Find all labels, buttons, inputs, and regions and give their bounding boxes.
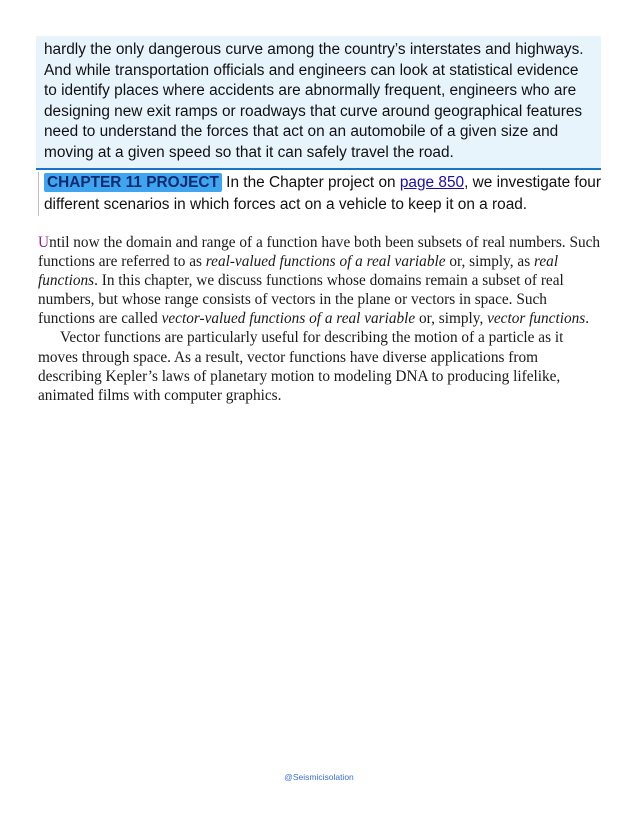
term-real-functions: real functions: [38, 253, 559, 290]
page-link[interactable]: page 850: [399, 174, 465, 191]
drop-cap: U: [38, 234, 50, 251]
paragraph-1: [38, 233, 601, 328]
paragraph-1-text: or, simply,: [415, 310, 488, 328]
watermark: @Seismicisolation: [284, 772, 354, 782]
term-vector-valued: vector-valued functions of a real variable: [161, 310, 416, 328]
paragraph-1-text: or, simply, as: [445, 253, 534, 271]
paragraph-1-text: .: [585, 310, 590, 328]
project-text-before: In the Chapter project on: [221, 174, 400, 191]
chapter-project-note: [38, 172, 604, 216]
chapter-project-badge: CHAPTER 11 PROJECT: [44, 173, 222, 192]
project-text-after: , we investigate four different scenarios in which forces act on a vehicle to keep it on a road.: [44, 174, 601, 213]
paragraph-2: Vector functions are particularly useful for describing the motion of a particle as it moves through space. As a result, vector functions have diverse applications from describing Kepler’s laws of planetary motion to modeling DNA to producing lifelike, animated films with computer graphics.: [38, 329, 564, 404]
paragraph-1-text: . In this chapter, we discuss functions whose domains remain a subset of real numbers, but whose range consists of vectors in the plane or vectors in space. Such functions are called: [38, 272, 564, 328]
term-vector-functions: vector functions: [487, 310, 586, 328]
paragraph-1-text: ntil now the domain and range of a function have both been subsets of real numbers. Such functions are referred to as: [38, 234, 601, 271]
intro-box: [36, 36, 601, 170]
body-text: [38, 233, 601, 405]
term-real-valued: real-valued functions of a real variable: [205, 253, 446, 271]
intro-text: hardly the only dangerous curve among the country’s interstates and highways. And while transportation officials and engineers can look at statistical evidence to identify places where accidents are abnormally frequent, engineers who are designing new exit ramps or roadways that curve around geographical features need to understand the forces that act on an automobile of a given size and moving at a given speed so that it can safely travel the road.: [44, 41, 584, 161]
